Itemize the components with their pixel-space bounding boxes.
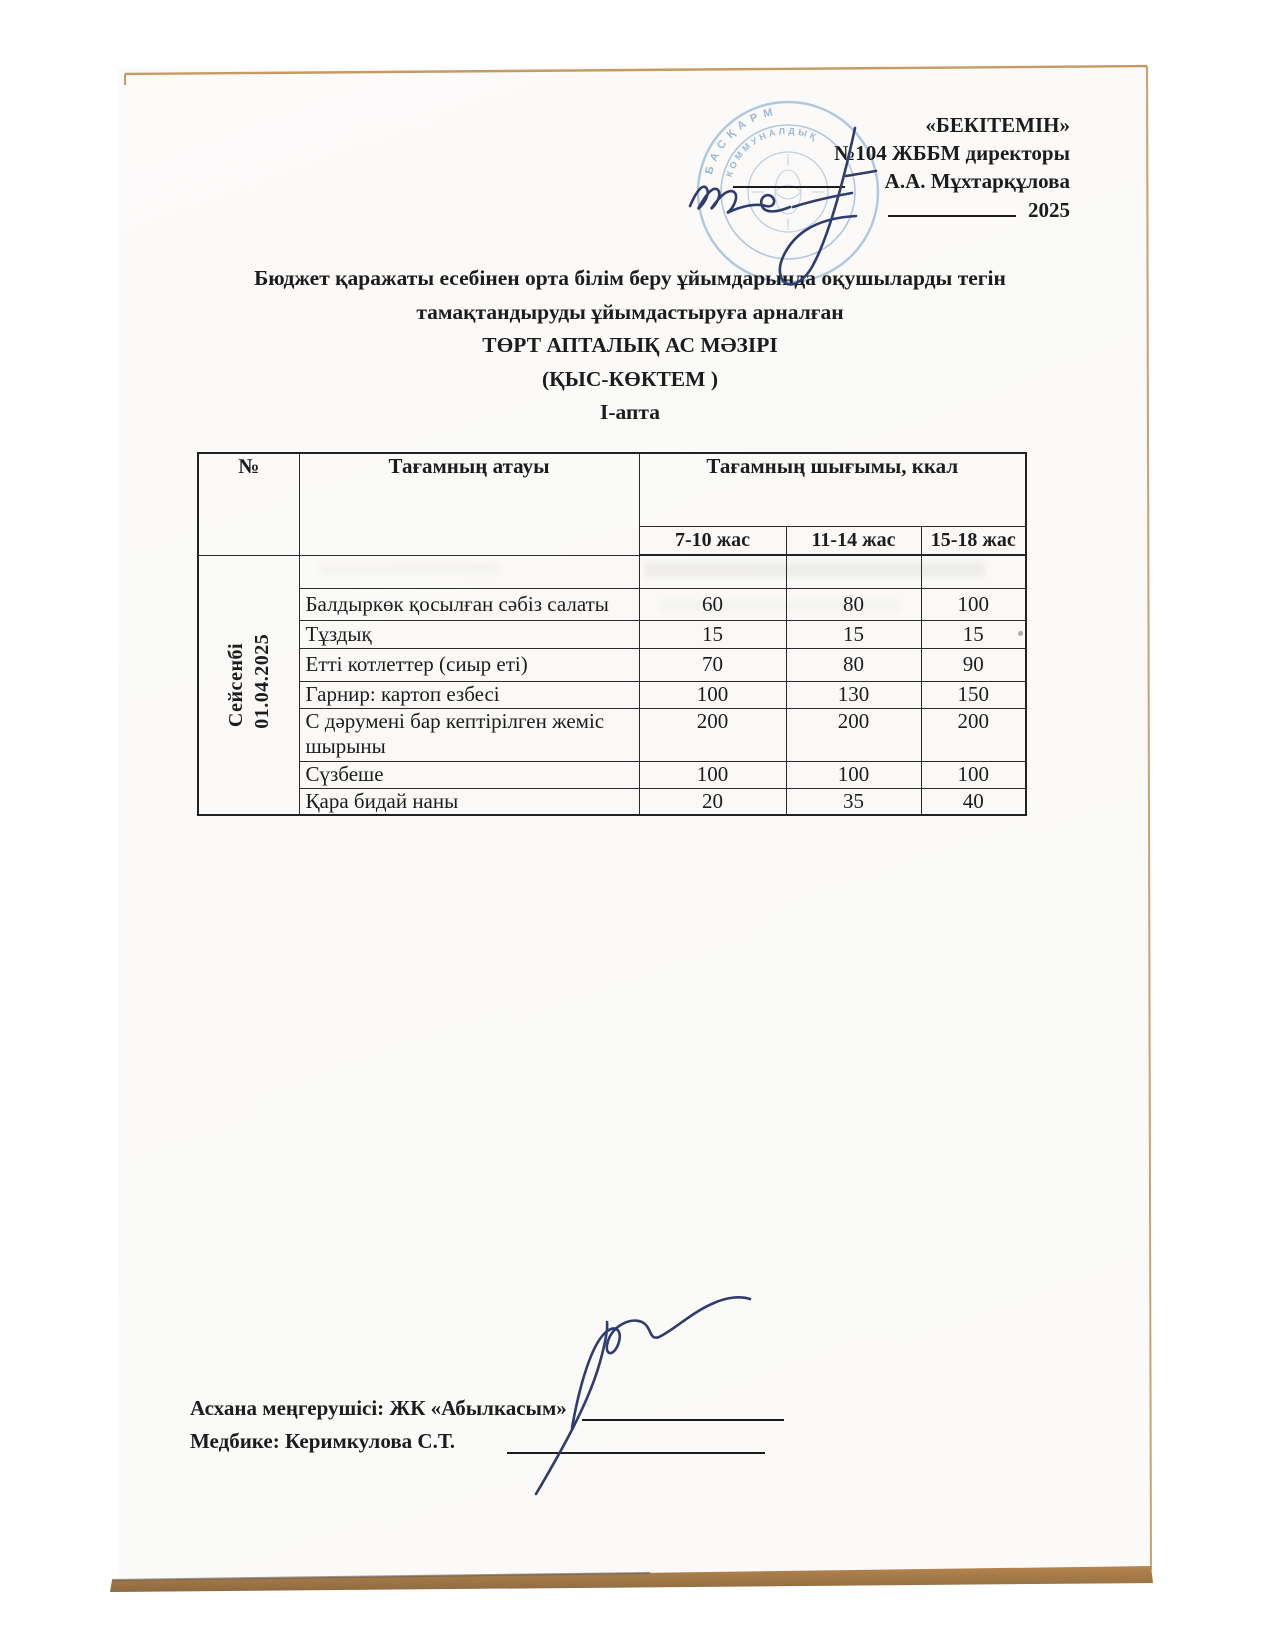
kcal-11-14 (786, 555, 921, 588)
dish-cell: Тұздық (299, 620, 639, 648)
kcal-11-14: 130 (786, 681, 921, 708)
title-line-3: ТӨРТ АПТАЛЫҚ АС МӘЗІРІ (482, 333, 778, 357)
stamp-arc-text-top: БАСҚАРМ (702, 105, 780, 176)
nurse-line (190, 1421, 810, 1454)
dish-cell: Гарнир: картоп езбесі (299, 681, 639, 708)
kcal-15-18: 40 (921, 788, 1026, 815)
title-line-5: І-апта (600, 400, 660, 424)
col-header-no: № (198, 453, 299, 555)
kcal-11-14: 200 (786, 708, 921, 761)
kcal-11-14: 15 (786, 620, 921, 648)
director-name: А.А. Мұхтарқұлова (884, 169, 1070, 193)
day-date: 01.04.2025 (250, 633, 273, 729)
kcal-15-18: 100 (921, 761, 1026, 788)
date-blank-line (888, 196, 1016, 217)
table-row (198, 681, 1026, 708)
stamp-arc-text-inner: КОММУНАЛДЫҚ (724, 125, 821, 179)
kcal-7-10 (639, 555, 786, 588)
table-header-row (198, 453, 1026, 526)
col-header-output: Тағамның шығымы, ккал (639, 453, 1026, 526)
signature-line (507, 1432, 765, 1454)
scan-dot (1018, 631, 1023, 636)
kcal-15-18: 100 (921, 588, 1026, 620)
canteen-manager-label: Асхана меңгерушісі: ЖК «Абылкасым» (190, 1396, 567, 1420)
dish-cell: Балдыркөк қосылған сәбіз салаты (299, 588, 639, 620)
kcal-15-18: 200 (921, 708, 1026, 761)
day-label (223, 633, 275, 729)
dish-cell (299, 555, 639, 588)
kcal-7-10: 15 (639, 620, 786, 648)
dish-cell: Сүзбеше (299, 761, 639, 788)
day-cell (198, 555, 299, 815)
approval-title: «БЕКІТЕМІН» (925, 113, 1070, 137)
dish-cell: Етті котлеттер (сиыр еті) (299, 648, 639, 681)
footer-block (190, 1388, 810, 1454)
table-row (198, 648, 1026, 681)
dish-cell: Қара бидай наны (299, 788, 639, 815)
kcal-7-10: 200 (639, 708, 786, 761)
kcal-15-18 (921, 555, 1026, 588)
kcal-7-10: 100 (639, 681, 786, 708)
kcal-7-10: 20 (639, 788, 786, 815)
kcal-7-10: 70 (639, 648, 786, 681)
kcal-11-14: 80 (786, 588, 921, 620)
dish-cell: С дәрумені бар кептірілген жеміс шырыны (299, 708, 639, 761)
kcal-15-18: 150 (921, 681, 1026, 708)
kcal-11-14: 100 (786, 761, 921, 788)
canteen-manager-line (190, 1388, 810, 1421)
title-line-2: тамақтандыруды ұйымдастыруға арналған (416, 299, 844, 324)
kcal-15-18: 90 (921, 648, 1026, 681)
approval-director-line: №104 ЖББМ директоры (834, 140, 1070, 165)
table-row (198, 620, 1026, 648)
kcal-7-10: 100 (639, 761, 786, 788)
kcal-15-18: 15 (921, 620, 1026, 648)
kcal-11-14: 80 (786, 648, 921, 681)
table-row (198, 588, 1026, 620)
approval-name-line (650, 167, 1070, 196)
age-group-3: 15-18 жас (921, 526, 1026, 555)
table-row (198, 761, 1026, 788)
age-group-2: 11-14 жас (786, 526, 921, 555)
col-header-dish: Тағамның атауы (299, 453, 639, 555)
table-row (198, 708, 1026, 761)
kcal-11-14: 35 (786, 788, 921, 815)
approval-block (650, 112, 1070, 224)
title-line-1: Бюджет қаражаты есебінен орта білім беру ұйымдарында оқушыларды тегін (254, 266, 1006, 290)
signature-line (582, 1399, 784, 1421)
kcal-7-10: 60 (639, 588, 786, 620)
title-line-4: (ҚЫС-КӨКТЕМ ) (542, 366, 718, 391)
table-row-spacer (198, 555, 1026, 588)
approval-year: 2025 (1028, 197, 1070, 222)
nurse-label: Медбике: Керимкулова С.Т. (190, 1429, 455, 1453)
signature-blank-line (733, 167, 845, 188)
document-title (130, 262, 1130, 430)
table-row (198, 788, 1026, 815)
approval-year-line (650, 196, 1070, 225)
age-group-1: 7-10 жас (639, 526, 786, 555)
menu-table (197, 452, 1027, 816)
day-name: Сейсенбі (224, 642, 247, 727)
